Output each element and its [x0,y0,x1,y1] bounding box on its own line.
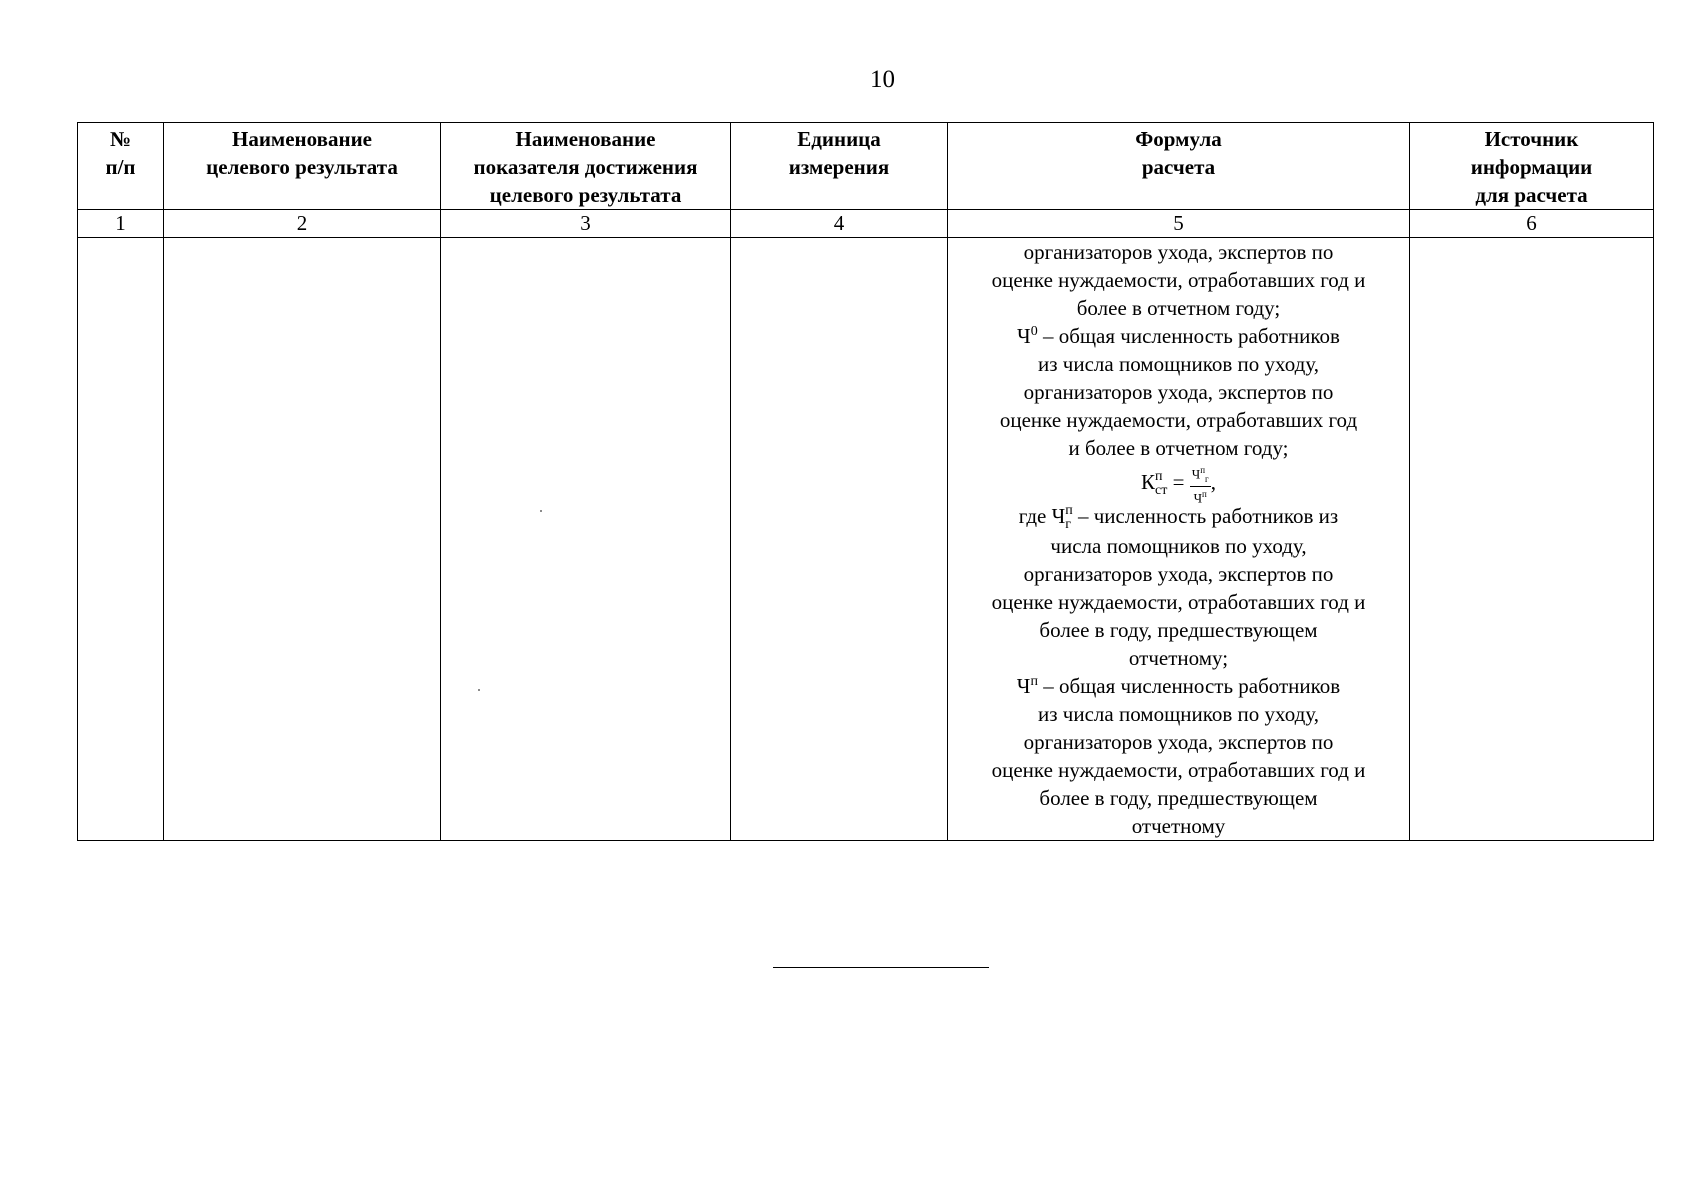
formula-line: более в отчетном году; [1076,296,1281,320]
header-cell-indicator [441,123,731,210]
ch0-text: – общая численность работников [1037,324,1340,348]
formula-line: организаторов ухода, экспертов по [1023,562,1334,587]
gde-prefix: где [1018,504,1052,528]
column-number: 3 [441,210,731,238]
header-row [78,123,1654,210]
page-number: 10 [870,66,895,93]
header-indicator: Наименование показателя достижения целевого результата [473,127,698,207]
ch0-superscript: 0 [1030,324,1038,339]
chg-symbol: Ч [1051,504,1066,528]
header-number: № п/п [105,127,136,179]
cell-formula [948,238,1410,841]
header-cell-formula [948,123,1410,210]
denominator-superscript: п [1202,488,1207,499]
formula-chp-definition [948,672,1409,700]
formula-line: из числа помощников по уходу, [1038,352,1319,376]
formula-line: организаторов ухода, экспертов по [1023,730,1334,755]
k-indices [1155,470,1167,498]
formula-line: и более в отчетном году; [1068,436,1289,460]
cell-indicator [441,238,731,841]
formula-line: оценке нуждаемости, отработавших год и [991,590,1366,615]
scan-speck [478,689,480,691]
formula-line: более в году, предшествующем [1039,618,1318,643]
header-cell-source [1410,123,1654,210]
scan-speck [540,510,542,512]
k-comma: , [1210,470,1216,494]
chp-superscript: п [1030,674,1038,690]
formula-line: оценке нуждаемости, отработавших год [999,408,1358,432]
column-number: 2 [164,210,441,238]
k-equals: = [1167,470,1190,494]
chg-text: – численность работников из [1072,504,1339,528]
formula-line: оценке нуждаемости, отработавших год и [991,268,1366,292]
chg-superscript: п [1065,503,1073,519]
formula-ch0-definition [948,322,1409,350]
k-symbol: К [1141,470,1156,494]
formula-line: из числа помощников по уходу, [1038,702,1319,727]
formula-chg-definition [948,502,1409,532]
column-number: 5 [948,210,1410,238]
chp-text: – общая численность работников [1037,674,1341,699]
formula-line: отчетному; [1128,646,1229,671]
cell-number [78,238,164,841]
header-source: Источник информации для расчета [1470,127,1593,207]
formula-k-equation [948,462,1409,506]
table-row [78,238,1654,841]
denominator-symbol: Ч [1193,490,1203,506]
k-fraction [1190,463,1211,505]
header-cell-unit [731,123,948,210]
formula-line: более в году, предшествующем [1039,786,1318,811]
column-number: 1 [78,210,164,238]
chg-subscript: г [1065,517,1071,533]
header-cell-number [78,123,164,210]
numerator-subscript: г [1205,473,1209,484]
numerator-symbol: Ч [1191,466,1201,482]
column-number: 4 [731,210,948,238]
ch0-symbol: Ч [1017,324,1031,348]
cell-unit [731,238,948,841]
column-number-row [78,210,1654,238]
fraction-numerator [1190,463,1211,487]
formula-line: организаторов ухода, экспертов по [1023,380,1334,404]
header-target-result: Наименование целевого результата [206,127,398,179]
numerator-superscript: п [1200,465,1206,476]
k-subscript: ст [1155,483,1168,499]
chp-symbol: Ч [1016,674,1031,699]
cell-source [1410,238,1654,841]
header-cell-target-result [164,123,441,210]
chg-indices [1065,504,1073,532]
formula-line: оценке нуждаемости, отработавших год и [991,758,1366,783]
cell-target-result [164,238,441,841]
formula-line: числа помощников по уходу, [1050,534,1307,559]
formula-line: организаторов ухода, экспертов по [1023,240,1334,264]
k-superscript: п [1155,469,1163,485]
formula-line: отчетному [1131,814,1226,839]
header-formula: Формула расчета [1135,127,1222,179]
header-unit: Единица измерения [788,127,890,179]
end-of-document-rule [773,967,989,968]
indicator-table [77,122,1654,841]
column-number: 6 [1410,210,1654,238]
